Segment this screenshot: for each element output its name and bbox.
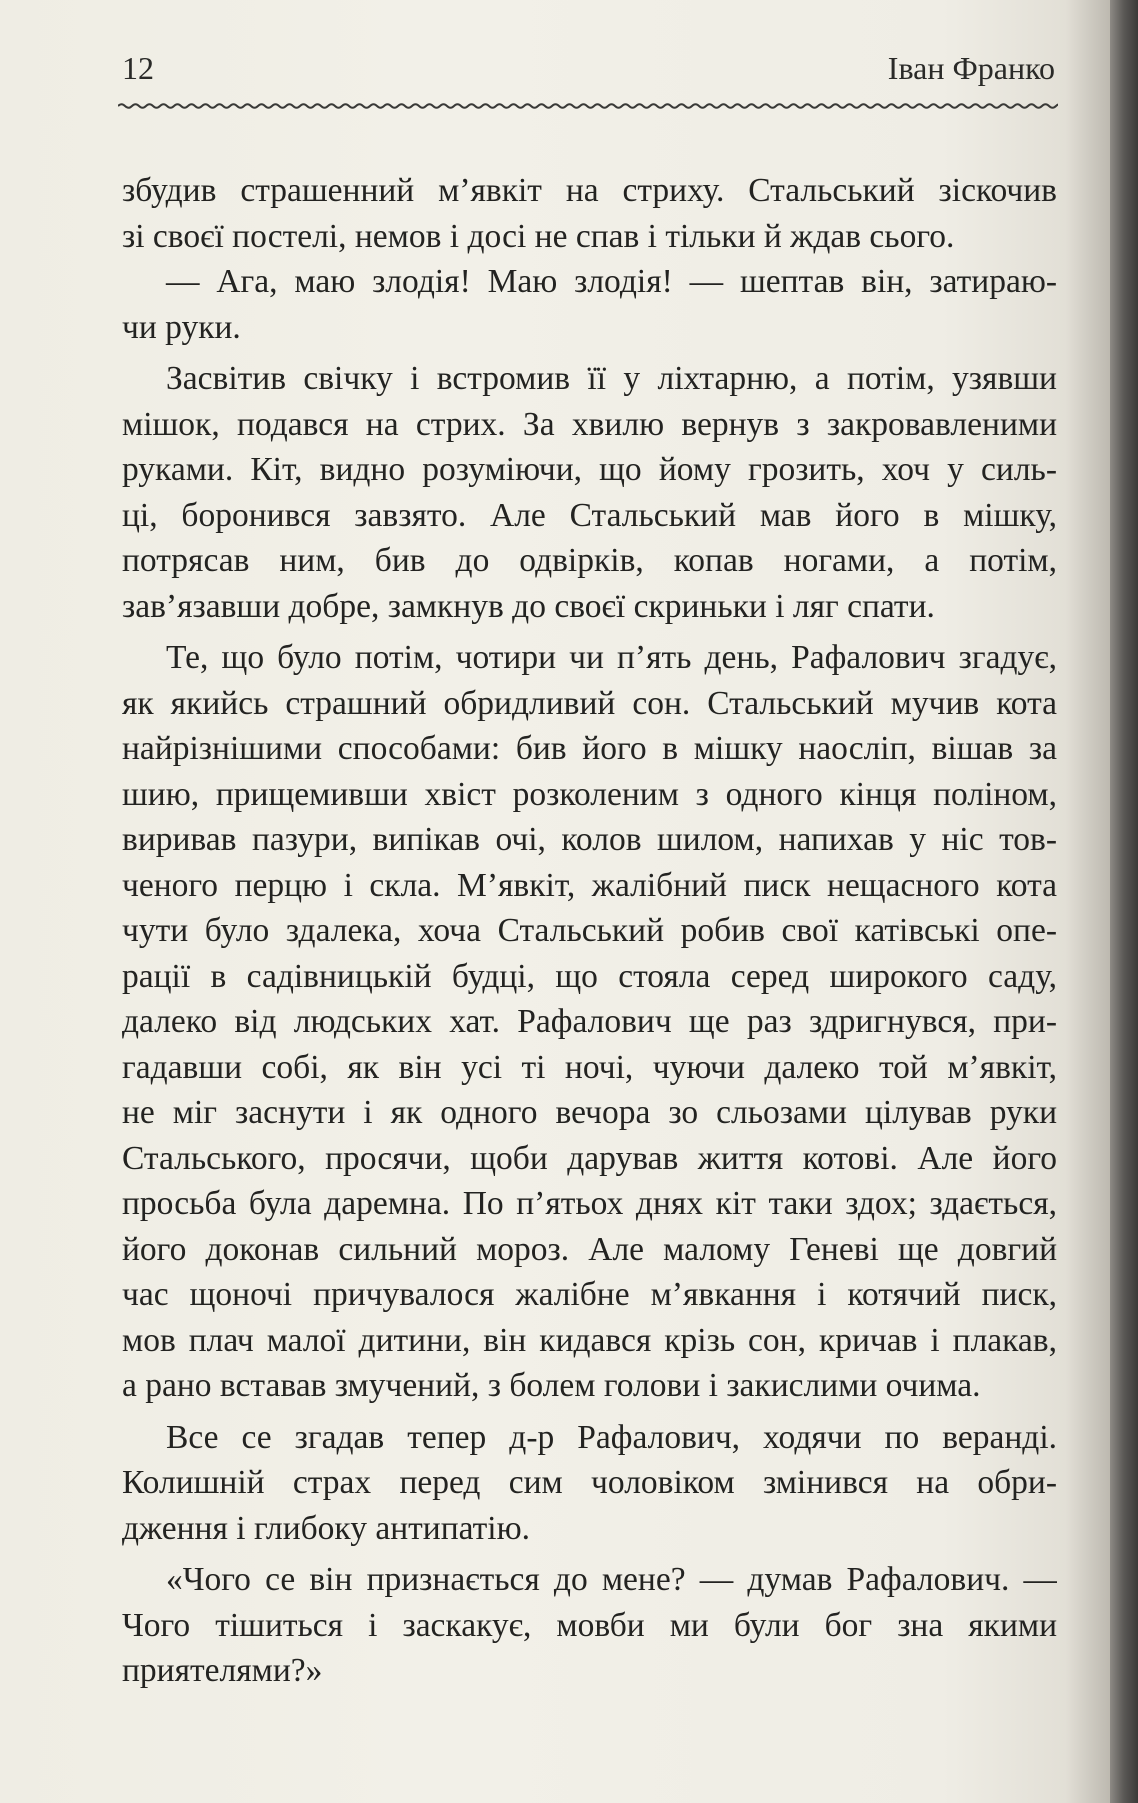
text-line: гадавши собі, як він усі ті ночі, чуючи далеко той м’явкіт, xyxy=(122,1048,1057,1086)
text-line: приятелями?» xyxy=(122,1652,323,1689)
page-number: 12 xyxy=(122,50,154,86)
text-line: найрізнішими способами: бив його в мішку наосліп, вішав за xyxy=(122,730,1057,767)
text-line: виривав пазури, випікав очі, колов шилом, напихав у ніс тов- xyxy=(122,821,1057,858)
text-line: ченого перцю і скла. М’явкіт, жалібний писк нещасного кота xyxy=(122,866,1057,904)
text-line: Чого тішиться і заскакує, мовби ми були бог зна якими xyxy=(122,1606,1057,1644)
text-line: «Чого се він признається до мене? — думав Рафалович. — xyxy=(166,1561,1057,1598)
text-line: руками. Кіт, видно розуміючи, що йому грозить, хоч у силь- xyxy=(122,451,1057,488)
text-line: ці, боронився завзято. Але Стальський мав його в мішку, xyxy=(122,496,1057,534)
body-text xyxy=(122,168,1057,1694)
text-line: Те, що було потім, чотири чи п’ять день, Рафалович згадує, xyxy=(166,639,1057,676)
text-line: просьба була даремна. По п’ятьох днях кіт таки здох; здається, xyxy=(122,1185,1057,1222)
text-line: Стальського, просячи, щоби дарував життя котові. Але його xyxy=(122,1139,1057,1177)
text-line: його доконав сильний мороз. Але малому Геневі ще довгий xyxy=(122,1230,1057,1268)
text-line: а рано вставав змучений, з болем голови і закислими очима. xyxy=(122,1367,981,1404)
text-line: Засвітив свічку і встромив її у ліхтарню, а потім, узявши xyxy=(166,360,1057,397)
text-line: зі своєї постелі, немов і досі не спав і тільки й ждав сього. xyxy=(122,217,955,255)
text-line: як якийсь страшний обридливий сон. Стальський мучив кота xyxy=(122,684,1057,722)
text-line: дження і глибоку антипатію. xyxy=(122,1509,530,1547)
text-line: потрясав ним, бив до одвірків, копав ногами, а потім, xyxy=(122,542,1057,579)
text-line: час щоночі причувалося жалібне м’явкання і котячий писк, xyxy=(122,1276,1057,1313)
page-header xyxy=(122,42,1055,92)
text-line: — Ага, маю злодія! Маю злодія! — шептав він, затираю- xyxy=(166,263,1057,300)
text-line: збудив страшенний м’явкіт на стриху. Стальський зіскочив xyxy=(122,172,1057,209)
text-line: шию, прищемивши хвіст розколеним з одного кінця поліном, xyxy=(122,775,1057,813)
text-line: чи руки. xyxy=(122,308,241,346)
page-spine-shadow xyxy=(1110,0,1138,1803)
text-line: мов плач малої дитини, він кидався крізь сон, кричав і плакав, xyxy=(122,1321,1057,1359)
wavy-divider xyxy=(118,98,1058,114)
text-line: зав’язавши добре, замкнув до своєї скриньки і ляг спати. xyxy=(122,587,935,625)
text-line: мішок, подався на стрих. За хвилю вернув з закровавленими xyxy=(122,405,1057,443)
text-line: Все се згадав тепер д-р Рафалович, ходячи по веранді. xyxy=(166,1418,1057,1456)
text-line: Колишній страх перед сим чоловіком змінився на обри- xyxy=(122,1464,1057,1501)
text-line: не міг заснути і як одного вечора зо сльозами цілував руки xyxy=(122,1094,1057,1131)
text-line: далеко від людських хат. Рафалович ще раз здригнувся, при- xyxy=(122,1003,1057,1040)
text-line: чути було здалека, хоча Стальський робив свої катівські опе- xyxy=(122,912,1057,949)
running-title: Іван Франко xyxy=(887,50,1055,86)
text-line: рації в садівницькій будці, що стояла серед широкого саду, xyxy=(122,957,1057,995)
